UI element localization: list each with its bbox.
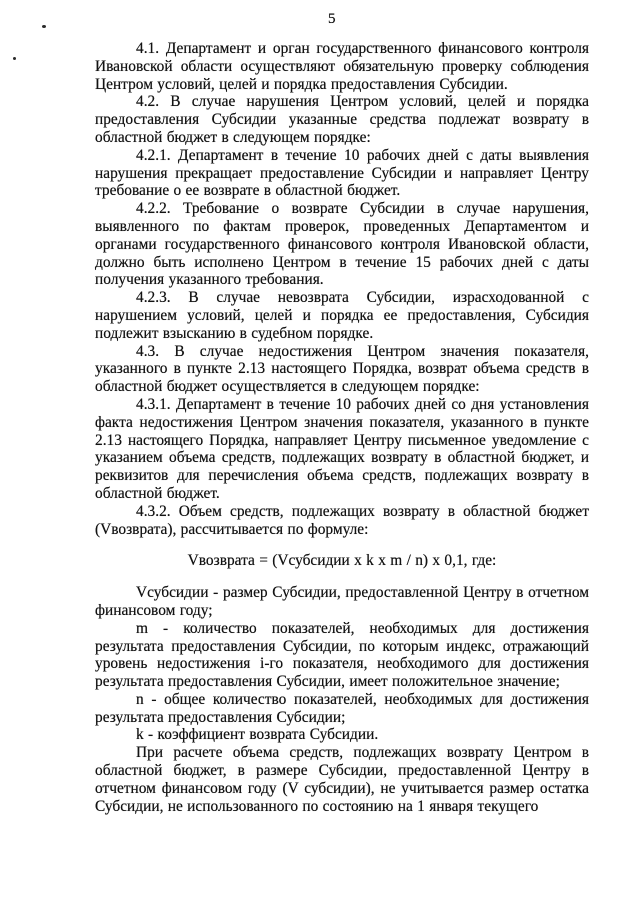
page-number: 5	[328, 11, 336, 27]
document-body	[95, 40, 589, 815]
paragraph-4-2-1: 4.2.1. Департамент в течение 10 рабочих дней с даты выявления нарушения прекращает предоставление Субсидии и направляет Центру требование о ее возврате в областной бюджет.	[95, 146, 589, 200]
paragraph-4-2-2: 4.2.2. Требование о возврате Субсидии в случае нарушения, выявленного по фактам проверок, проведенных Департаментом и органами государственного финансового контроля Ивановской области, должно быть исполнено Центром в течение 15 рабочих дней с даты получения указанного требования.	[95, 200, 589, 289]
paragraph-4-3-1: 4.3.1. Департамент в течение 10 рабочих дней со дня установления факта недостижения Центром значения показателя, указанного в пункте 2.13 настоящего Порядка, направляет Центру письменное уведомление с указанием объема средств, подлежащих возврату в областной бюджет, и реквизитов для перечисления объема средств, подлежащих возврату в областной бюджет.	[95, 395, 589, 502]
definition-n: n - общее количество показателей, необходимых для достижения результата предоставления Субсидии;	[95, 690, 589, 726]
paragraph-4-3: 4.3. В случае недостижения Центром значения показателя, указанного в пункте 2.13 настоящего Порядка, возврат объема средств в областной бюджет осуществляется в следующем порядке:	[95, 342, 589, 396]
definition-v-subsidii: Vсубсидии - размер Субсидии, предоставленной Центру в отчетном финансовом году;	[95, 584, 589, 619]
definition-m: m - количество показателей, необходимых для достижения результата предоставления Субсидии, по которым индекс, отражающий уровень недостижения i-го показателя, необходимого для достижения результата предоставления Субсидии, имеет положительное значение;	[95, 619, 589, 691]
paragraph-4-2: 4.2. В случае нарушения Центром условий, целей и порядка предоставления Субсидии указанные средства подлежат возврату в областной бюджет в следующем порядке:	[95, 93, 589, 146]
paragraph-4-3-2: 4.3.2. Объем средств, подлежащих возврату в областной бюджет (Vвозврата), рассчитывается по формуле:	[95, 502, 589, 538]
paragraph-4-1: 4.1. Департамент и орган государственного финансового контроля Ивановской области осуществляют обязательную проверку соблюдения Центром условий, целей и порядка предоставления Субсидии.	[95, 40, 589, 93]
return-volume-formula: Vвозврата = (Vсубсидии x k x m / n) x 0,1, где:	[187, 552, 497, 570]
scan-artifact-dot	[13, 57, 16, 60]
paragraph-4-2-3: 4.2.3. В случае невозврата Субсидии, израсходованной с нарушением условий, целей и порядка ее предоставления, Субсидия подлежит взысканию в судебном порядке.	[95, 289, 589, 342]
definition-k: k - коэффициент возврата Субсидии.	[136, 726, 379, 744]
paragraph-final: При расчете объема средств, подлежащих возврату Центром в областной бюджет, в размере Субсидии, предоставленной Центру в отчетном финансовом году (V субсидии), не учитывается размер остатка Субсидии, не использованного по состоянию на 1 января текущего	[95, 744, 589, 815]
scan-artifact-dot	[42, 25, 46, 28]
